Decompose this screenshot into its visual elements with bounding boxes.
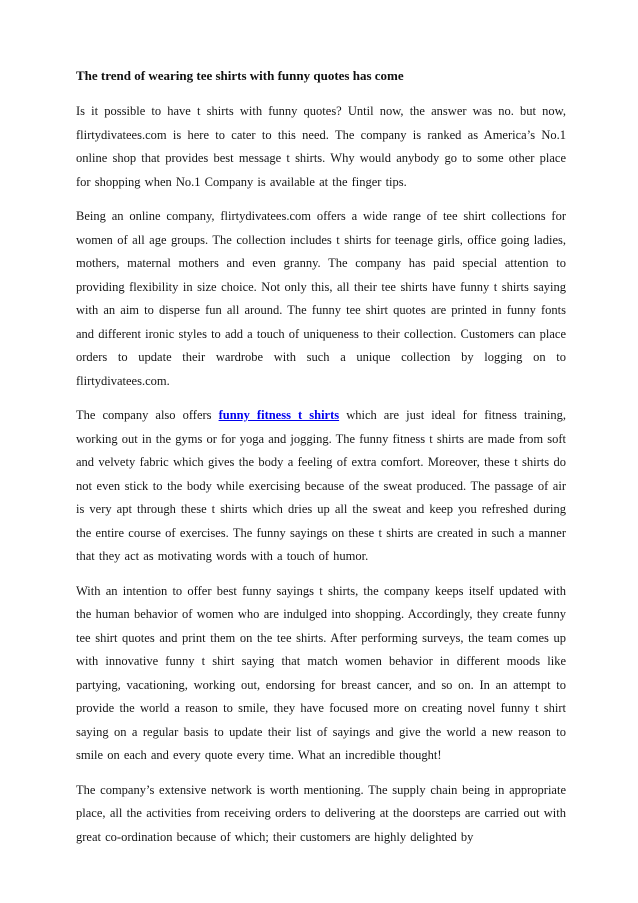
funny-fitness-t-shirts-link[interactable]: funny fitness t shirts xyxy=(218,408,340,422)
paragraph-3-text-after-link: which are just ideal for fitness training, working out in the gyms or for yoga and jogging. The funny fitness t shirts are made from soft and velvety fabric which gives the body a feeling of extra comfort. Moreover, these t shirts do not even stick to the body while exercising because of the sweat produced. The passage of air is very apt through these t shirts which dries up all the sweat and keep you refreshed during the entire course of exercises. The funny sayings on these t shirts are created in such a manner that they act as motivating words with a touch of humor. xyxy=(76,408,566,563)
body-paragraph-3 xyxy=(76,404,566,569)
body-paragraph-2: Being an online company, flirtydivatees.com offers a wide range of tee shirt collections for women of all age groups. The collection includes t shirts for teenage girls, office going ladies, mothers, maternal mothers and even granny. The company has paid special attention to providing flexibility in size choice. Not only this, all their tee shirts have funny t shirts saying with an aim to disperse fun all around. The funny tee shirt quotes are printed in funny fonts and different ironic styles to add a touch of uniqueness to their collection. Customers can place orders to update their wardrobe with such a unique collection by logging on to flirtydivatees.com. xyxy=(76,209,566,388)
body-paragraph-1: Is it possible to have t shirts with funny quotes? Until now, the answer was no. but now, flirtydivatees.com is here to cater to this need. The company is ranked as America’s No.1 online shop that provides best message t shirts. Why would anybody go to some other place for shopping when No.1 Company is available at the finger tips. xyxy=(76,104,566,189)
body-paragraph-5: The company’s extensive network is worth mentioning. The supply chain being in appropriate place, all the activities from receiving orders to delivering at the doorsteps are carried out with great co-ordination because of which; their customers are highly delighted by xyxy=(76,782,566,844)
page-title: The trend of wearing tee shirts with funny quotes has come xyxy=(76,68,404,83)
body-paragraph-4: With an intention to offer best funny sayings t shirts, the company keeps itself updated with the human behavior of women who are indulged into shopping. Accordingly, they create funny tee shirt quotes and print them on the tee shirts. After performing surveys, the team comes up with innovative funny t shirt saying that match women behavior in different moods like partying, vacationing, working out, endorsing for breast cancer, and so on. In an attempt to provide the world a reason to smile, they have focused more on creating novel funny t shirt saying on a regular basis to update their list of sayings and give the world a new reason to smile on each and every quote every time. What an incredible thought! xyxy=(76,583,566,762)
paragraph-3-text-before-link: The company also offers xyxy=(76,408,219,422)
